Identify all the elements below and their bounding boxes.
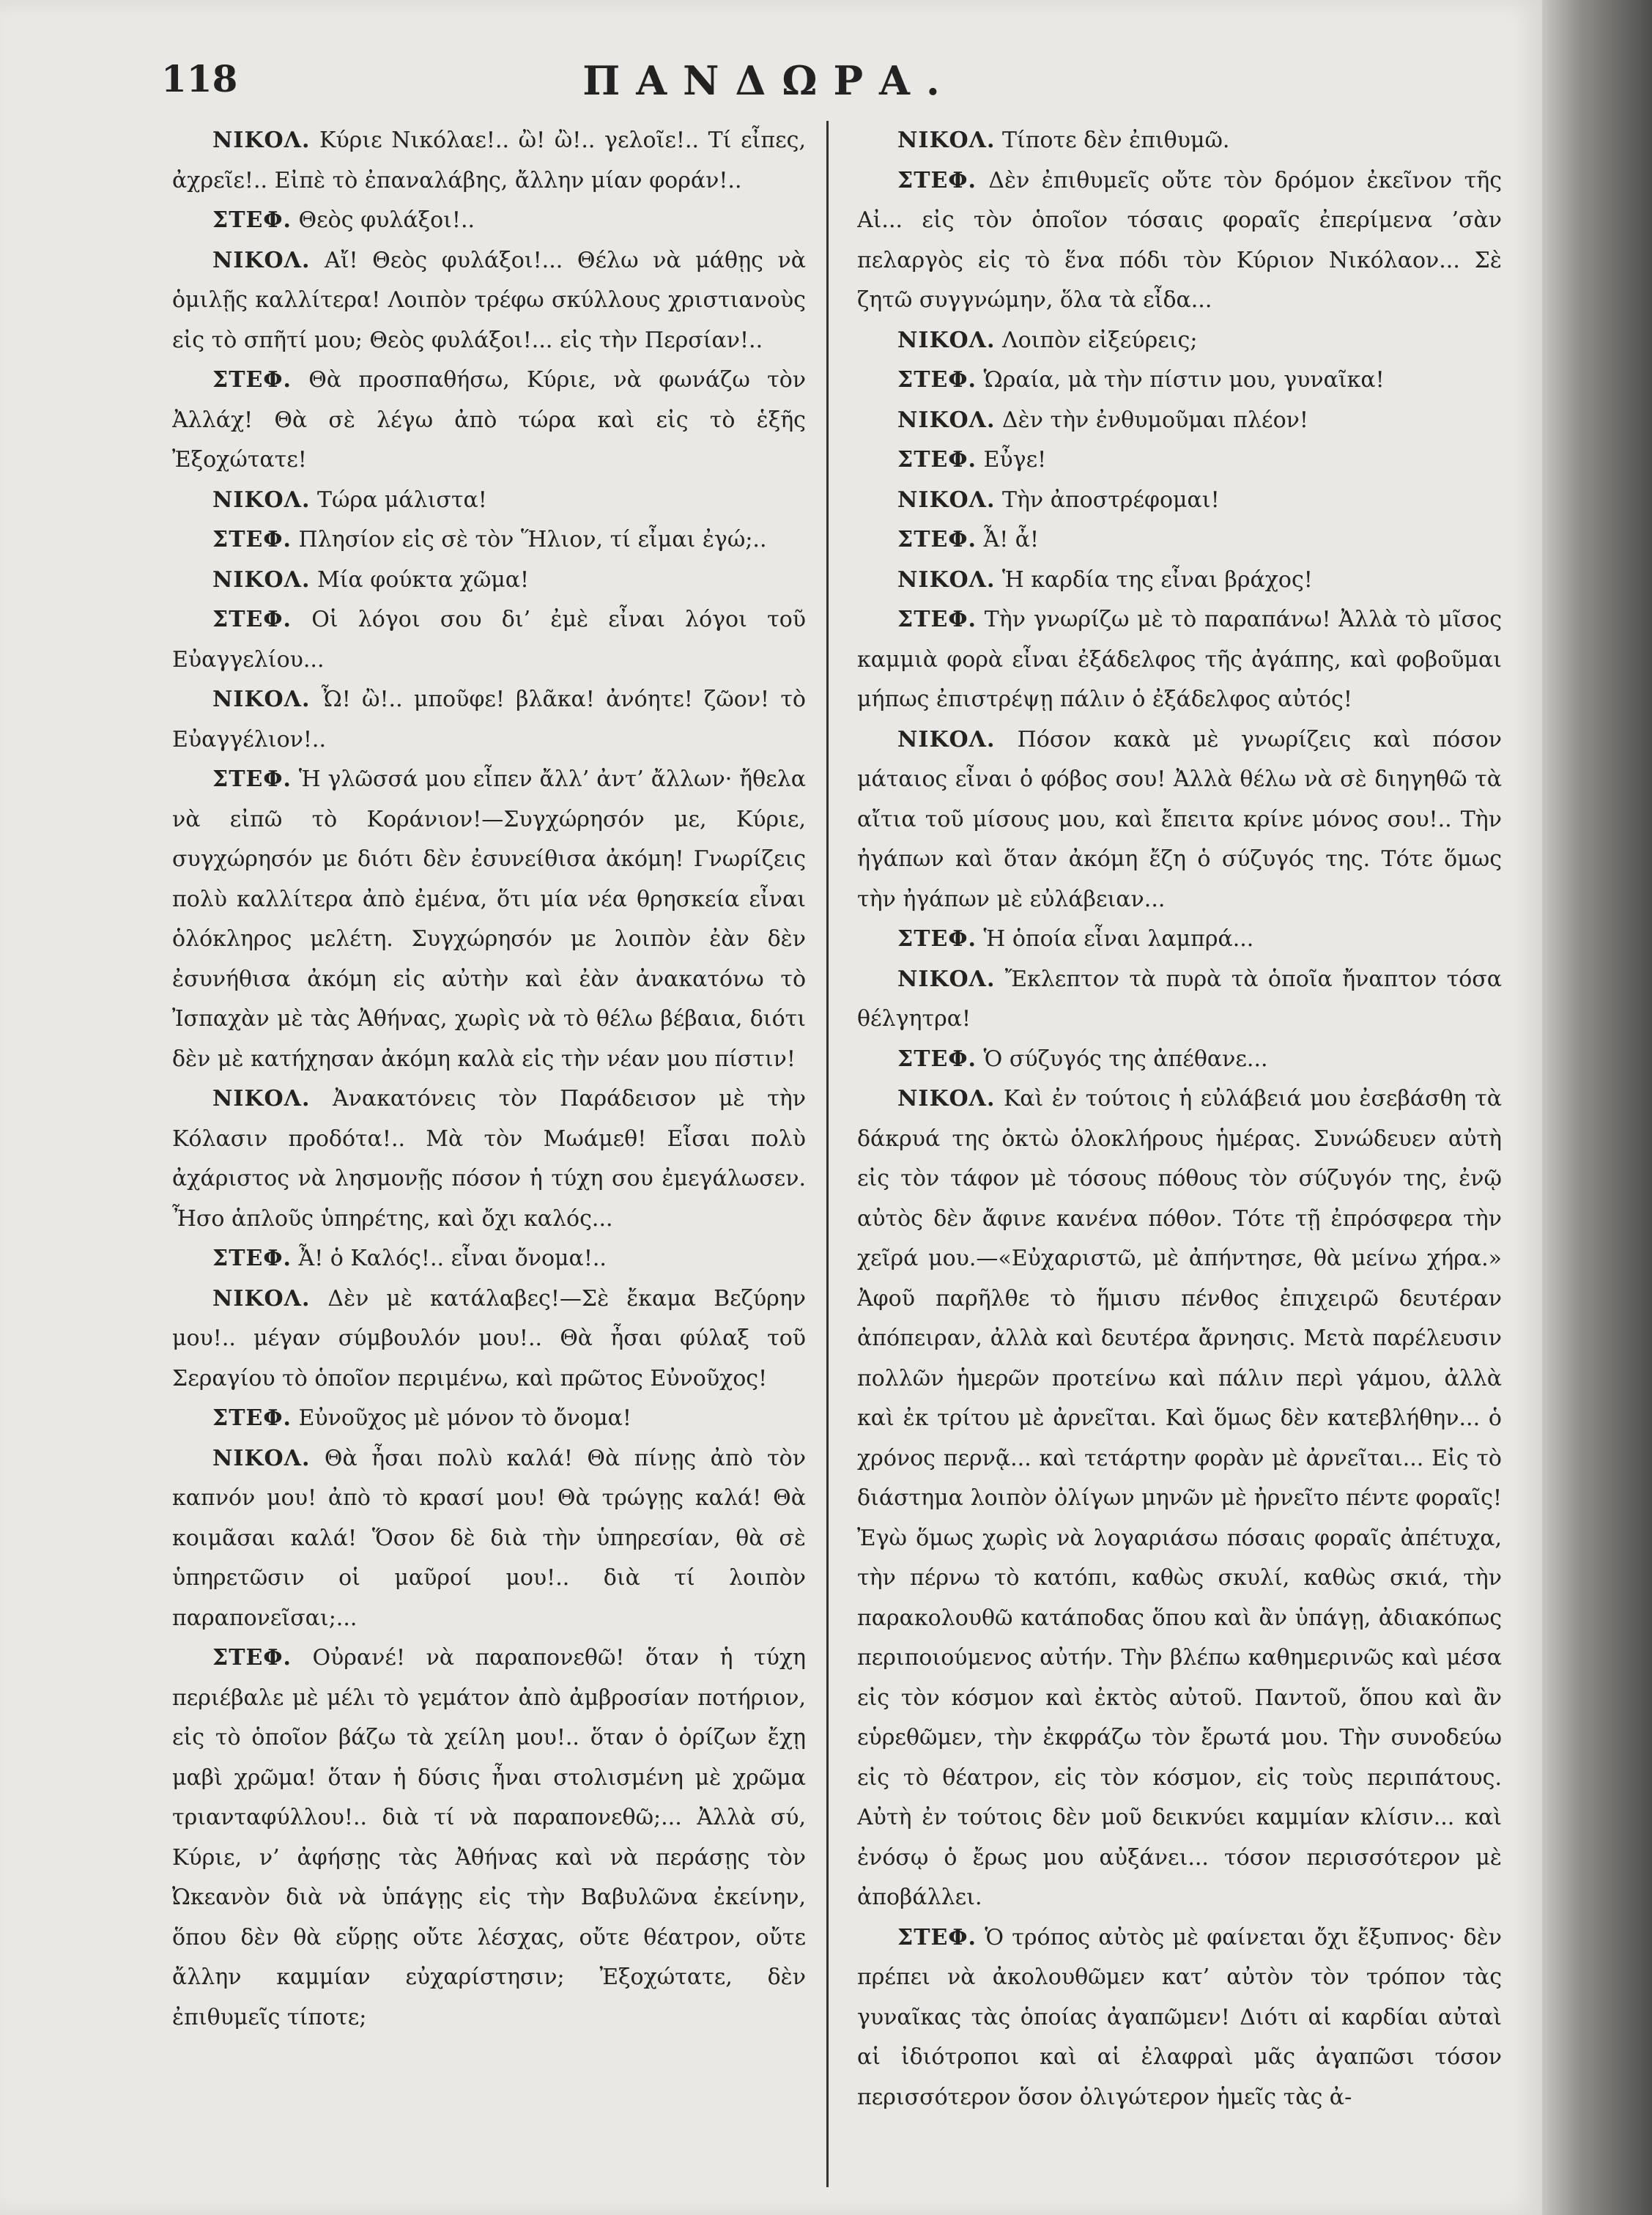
running-title: ΠΑΝΔΩΡΑ. <box>582 57 956 104</box>
book-gutter-shadow <box>1542 0 1652 2215</box>
speaker-name: ΝΙΚΟΛ. <box>212 566 311 593</box>
dialogue-text: Ὁ σύζυγός της ἀπέθανε... <box>983 1046 1268 1072</box>
speaker-name: ΝΙΚΟΛ. <box>212 1086 311 1112</box>
dialogue-text: Ἆ! ἆ! <box>983 527 1040 552</box>
dialogue-text: Δὲν τὴν ἐνθυμοῦμαι πλέον! <box>1001 407 1308 433</box>
dialogue-line <box>857 520 1502 561</box>
dialogue-text: Πλησίον εἰς σὲ τὸν Ἥλιον, τί εἶμαι ἐγώ;.. <box>298 527 767 552</box>
speaker-name: ΣΤΕΦ. <box>897 1924 977 1950</box>
dialogue-text: Πόσον κακὰ μὲ γνωρίζεις καὶ πόσον μάταιος εἶναι ὁ φόβος σου! Ἀλλὰ θέλω νὰ σὲ διηγηθῶ τὰ αἴτια τοῦ μίσους μου, καὶ ἔπειτα κρίνε μόνος σου!.. Τὴν ἠγάπων καὶ ὅταν ἀκόμη ἔζη ὁ σύζυγός της. Τότε ὅμως τὴν ἠγάπων μὲ εὐλάβειαν... <box>857 726 1502 912</box>
dialogue-line <box>857 960 1502 1040</box>
speaker-name: ΣΤΕΦ. <box>897 1046 977 1072</box>
dialogue-text: Τώρα μάλιστα! <box>316 487 487 513</box>
dialogue-text: Μία φούκτα χῶμα! <box>316 566 530 593</box>
dialogue-text: Ἀνακατόνεις τὸν Παράδεισον μὲ τὴν Κόλασιν προδότα!.. Μὰ τὸν Μωάμεθ! Εἶσαι πολὺ ἀχάριστος νὰ λησμονῇς πόσον ἡ τύχη σου ἐμεγάλωσεν. Ἦσο ἁπλοῦς ὑπηρέτης, καὶ ὄχι καλός... <box>172 1086 806 1232</box>
dialogue-text: Θὰ ἦσαι πολὺ καλά! Θὰ πίνῃς ἀπὸ τὸν καπνόν μου! ἀπὸ τὸ κρασί μου! Θὰ τρώγῃς καλά! Θὰ κοιμᾶσαι καλά! Ὅσον δὲ διὰ τὴν ὑπηρεσίαν, θὰ σὲ ὑπηρετῶσιν οἱ μαῦροί μου!.. διὰ τί λοιπὸν παραπονεῖσαι;... <box>172 1445 806 1631</box>
dialogue-text: Τὴν ἀποστρέφομαι! <box>1001 487 1220 513</box>
page-number: 118 <box>161 57 238 100</box>
dialogue-text: Ἡ γλῶσσά μου εἶπεν ἄλλ’ ἀντ’ ἄλλων· ἤθελα νὰ εἰπῶ τὸ Κοράνιον!—Συγχώρησόν με, Κύριε, συγχώρησόν με διότι δὲν ἐσυνείθισα ἀκόμη! Γνωρίζεις πολὺ καλλίτερα ἀπὸ ἐμένα, ὅτι μία νέα θρησκεία εἶναι ὁλόκληρος μελέτη. Συγχώρησόν με λοιπὸν ἐὰν δὲν ἐσυνήθισα ἀκόμη εἰς αὐτὴν καὶ ἐὰν ἀνακατόνω τὸ Ἰσπαχὰν μὲ τὰς Ἀθήνας, χωρὶς νὰ τὸ θέλω βέβαια, διότι δὲν μὲ κατήχησαν ἀκόμη καλὰ εἰς τὴν νέαν μου πίστιν! <box>172 766 806 1072</box>
dialogue-line <box>172 600 806 680</box>
speaker-name: ΝΙΚΟΛ. <box>897 1086 996 1112</box>
dialogue-line <box>857 1079 1502 1918</box>
left-column <box>172 121 806 2194</box>
speaker-name: ΣΤΕΦ. <box>212 766 292 792</box>
speaker-name: ΣΤΕΦ. <box>212 607 292 632</box>
dialogue-line <box>857 440 1502 481</box>
dialogue-line <box>172 760 806 1079</box>
dialogue-line <box>172 520 806 561</box>
dialogue-text: Οὐρανέ! νὰ παραπονεθῶ! ὅταν ἡ τύχη περιέβαλε μὲ μέλι τὸ γεμάτον ἀπὸ ἀμβροσίαν ποτήριον, εἰς τὸ ὁποῖον βάζω τὰ χείλη μου!.. ὅταν ὁ ὁρίζων ἔχῃ μαβὶ χρῶμα! ὅταν ἡ δύσις ἦναι στολισμένη μὲ χρῶμα τριανταφύλλου!.. διὰ τί νὰ παραπονεθῶ;... Ἀλλὰ σύ, Κύριε, ν’ ἀφήσῃς τὰς Ἀθήνας καὶ νὰ περάσῃς τὸν Ὠκεανὸν διὰ νὰ ὑπάγῃς εἰς τὴν Βαβυλῶνα ἐκείνην, ὅπου δὲν θὰ εὕρῃς οὔτε λέσχας, οὔτε θέατρον, οὔτε ἄλλην καμμίαν εὐχαρίστησιν; Ἐξοχώτατε, δὲν ἐπιθυμεῖς τίποτε; <box>172 1645 806 2030</box>
speaker-name: ΣΤΕΦ. <box>897 447 977 473</box>
dialogue-line <box>172 680 806 760</box>
speaker-name: ΣΤΕΦ. <box>212 1645 292 1671</box>
dialogue-text: Ἡ καρδία της εἶναι βράχος! <box>1001 566 1313 593</box>
dialogue-line <box>857 1040 1502 1080</box>
dialogue-text: Τίποτε δὲν ἐπιθυμῶ. <box>1001 127 1230 153</box>
dialogue-line <box>172 121 806 201</box>
speaker-name: ΝΙΚΟΛ. <box>212 127 311 153</box>
speaker-name: ΝΙΚΟΛ. <box>897 487 996 513</box>
dialogue-line <box>857 321 1502 361</box>
speaker-name: ΣΤΕΦ. <box>897 167 977 193</box>
dialogue-text: Οἱ λόγοι σου δι’ ἐμὲ εἶναι λόγοι τοῦ Εὐαγγελίου... <box>172 607 806 673</box>
dialogue-text: Εὖγε! <box>983 447 1047 473</box>
dialogue-text: Δὲν μὲ κατάλαβες!—Σὲ ἔκαμα Βεζύρην μου!.. μέγαν σύμβουλόν μου!.. Θὰ ἦσαι φύλαξ τοῦ Σεραγίου τὸ ὁποῖον περιμένω, καὶ πρῶτος Εὐνοῦχος! <box>172 1285 806 1391</box>
dialogue-line <box>857 720 1502 920</box>
dialogue-line <box>857 161 1502 321</box>
speaker-name: ΣΤΕΦ. <box>212 207 292 233</box>
speaker-name: ΝΙΚΟΛ. <box>897 327 996 353</box>
speaker-name: ΣΤΕΦ. <box>212 527 292 552</box>
dialogue-text: Λοιπὸν εἰξεύρεις; <box>1001 327 1198 353</box>
dialogue-line <box>172 360 806 481</box>
dialogue-text: Θεὸς φυλάξοι!.. <box>298 207 475 233</box>
speaker-name: ΝΙΚΟΛ. <box>212 687 311 712</box>
dialogue-line <box>172 201 806 241</box>
dialogue-text: Τὴν γνωρίζω μὲ τὸ παραπάνω! Ἀλλὰ τὸ μῖσος καμμιὰ φορὰ εἶναι ἐξάδελφος τῆς ἀγάπης, καὶ φοβοῦμαι μήπως ἐπιστρέψῃ πάλιν ὁ ἐξάδελφος αὐτός! <box>857 607 1502 712</box>
speaker-name: ΝΙΚΟΛ. <box>897 726 996 752</box>
dialogue-text: Εὐνοῦχος μὲ μόνον τὸ ὄνομα! <box>298 1405 631 1431</box>
dialogue-line <box>857 481 1502 521</box>
dialogue-line <box>857 360 1502 401</box>
right-column <box>857 121 1502 2194</box>
dialogue-line <box>857 401 1502 441</box>
dialogue-line <box>172 1279 806 1399</box>
speaker-name: ΝΙΚΟΛ. <box>212 487 311 513</box>
dialogue-line <box>172 1079 806 1239</box>
dialogue-text: Ὡραία, μὰ τὴν πίστιν μου, γυναῖκα! <box>983 367 1385 393</box>
speaker-name: ΝΙΚΟΛ. <box>897 407 996 433</box>
dialogue-line <box>172 1239 806 1279</box>
dialogue-line <box>857 920 1502 960</box>
speaker-name: ΣΤΕΦ. <box>212 1405 292 1431</box>
dialogue-text: Ἆ! ὁ Καλός!.. εἶναι ὄνομα!.. <box>298 1246 607 1271</box>
dialogue-line <box>172 1638 806 2038</box>
speaker-name: ΝΙΚΟΛ. <box>212 1445 311 1471</box>
speaker-name: ΝΙΚΟΛ. <box>212 1285 311 1312</box>
speaker-name: ΣΤΕΦ. <box>212 367 292 393</box>
dialogue-line <box>857 600 1502 720</box>
dialogue-text: Αἴ! Θεὸς φυλάξοι!... Θέλω νὰ μάθῃς νὰ ὁμιλῇς καλλίτερα! Λοιπὸν τρέφω σκύλλους χριστιανοὺς εἰς τὸ σπῆτί μου; Θεὸς φυλάξοι!... εἰς τὴν Περσίαν!.. <box>172 247 806 353</box>
dialogue-line <box>857 121 1502 161</box>
speaker-name: ΣΤΕΦ. <box>897 527 977 552</box>
speaker-name: ΣΤΕΦ. <box>897 926 977 952</box>
speaker-name: ΣΤΕΦ. <box>212 1246 292 1271</box>
speaker-name: ΣΤΕΦ. <box>897 367 977 393</box>
dialogue-text: Καὶ ἐν τούτοις ἡ εὐλάβειά μου ἐσεβάσθη τὰ δάκρυά της ὀκτὼ ὁλοκλήρους ἡμέρας. Συνώδευεν αὐτὴ εἰς τὸν τάφον μὲ τόσους πόθους τὸν σύζυγόν της, ἐνῷ αὐτὸς δὲν ἄφινε κανένα πόθον. Τότε τῇ ἐπρόσφερα τὴν χεῖρά μου.—«Εὐχαριστῶ, μὲ ἀπήντησε, θὰ μείνω χήρα.» Ἀφοῦ παρῆλθε τὸ ἥμισυ πένθος ἐπιχειρῶ δευτέραν ἀπόπειραν, ἀλλὰ καὶ δευτέρα ἄρνησις. Μετὰ παρέλευσιν πολλῶν ἡμερῶν προτείνω καὶ πάλιν περὶ γάμου, ἀλλὰ καὶ ἐκ τρίτου μὲ ἀρνεῖται. Καὶ ὅμως δὲν κατεβλήθην... ὁ χρόνος περνᾷ... καὶ τετάρτην φορὰν μὲ ἀρνεῖται... Εἰς τὸ διάστημα λοιπὸν ὀλίγων μηνῶν μὲ ἠρνεῖτο πέντε φοραῖς! Ἐγὼ ὅμως χωρὶς νὰ λογαριάσω πόσαις φοραῖς ἀπέτυχα, τὴν πέρνω τὸ κατόπι, καθὼς σκυλί, καθὼς σκιά, τὴν παρακολουθῶ κατάποδας ὅπου καὶ ἂν ὑπάγῃ, ἀδιακόπως περιποιούμενος αὐτήν. Τὴν βλέπω καθημερινῶς καὶ μέσα εἰς τὸν κόσμον καὶ ἐκτὸς αὐτοῦ. Παντοῦ, ὅπου καὶ ἂν εὑρεθῶμεν, τὴν ἐκφράζω τὸν ἔρωτά μου. Τὴν συνοδεύω εἰς τὸ θέατρον, εἰς τὸν κόσμον, εἰς τοὺς περιπάτους. Αὐτὴ ἐν τούτοις δὲν μοῦ δεικνύει καμμίαν κλίσιν... καὶ ἐνόσῳ ὁ ἔρως μου αὐξάνει... τόσον περισσότερον μὲ ἀποβάλλει. <box>857 1086 1502 1910</box>
dialogue-text: Ἡ ὁποία εἶναι λαμπρά... <box>983 926 1254 952</box>
dialogue-text: Δὲν ἐπιθυμεῖς οὔτε τὸν δρόμον ἐκεῖνον τῆς Αἰ... εἰς τὸν ὁποῖον τόσαις φοραῖς ἐπερίμενα ’σὰν πελαργὸς εἰς τὸ ἕνα πόδι τὸν Κύριον Νικόλαον... Σὲ ζητῶ συγγνώμην, ὅλα τὰ εἶδα... <box>857 167 1502 313</box>
column-divider <box>826 121 829 2187</box>
dialogue-line <box>172 241 806 361</box>
dialogue-text: Ὦ! ὢ!.. μποῦφε! βλᾶκα! ἀνόητε! ζῶον! τὸ Εὐαγγέλιον!.. <box>172 687 806 752</box>
speaker-name: ΝΙΚΟΛ. <box>897 127 996 153</box>
speaker-name: ΝΙΚΟΛ. <box>212 247 311 273</box>
dialogue-line <box>172 1399 806 1439</box>
speaker-name: ΣΤΕΦ. <box>897 607 977 632</box>
dialogue-text: Ὁ τρόπος αὐτὸς μὲ φαίνεται ὄχι ἔξυπνος· δὲν πρέπει νὰ ἀκολουθῶμεν κατ’ αὐτὸν τὸν τρόπον τὰς γυναῖκας τὰς ὁποίας ἀγαπῶμεν! Διότι αἱ καρδίαι αὐταὶ αἱ ἰδιότροποι καὶ αἱ ἐλαφραὶ μᾶς ἀγαπῶσι τόσον περισσότερον ὅσον ὀλιγώτερον ἡμεῖς τὰς ἀ- <box>857 1924 1502 2110</box>
dialogue-text: Ἔκλεπτον τὰ πυρὰ τὰ ὁποῖα ἤναπτον τόσα θέλγητρα! <box>857 966 1502 1032</box>
dialogue-line <box>857 1918 1502 2118</box>
dialogue-text: Κύριε Νικόλαε!.. ὢ! ὢ!.. γελοῖε!.. Τί εἶπες, ἀχρεῖε!.. Εἰπὲ τὸ ἐπαναλάβης, ἄλλην μίαν φοράν!.. <box>172 127 806 193</box>
speaker-name: ΝΙΚΟΛ. <box>897 566 996 593</box>
dialogue-line <box>172 561 806 601</box>
speaker-name: ΝΙΚΟΛ. <box>897 966 996 992</box>
dialogue-text: Θὰ προσπαθήσω, Κύριε, νὰ φωνάζω τὸν Ἀλλάχ! Θὰ σὲ λέγω ἀπὸ τώρα καὶ εἰς τὸ ἑξῆς Ἐξοχώτατε! <box>172 367 806 473</box>
dialogue-line <box>857 561 1502 601</box>
dialogue-line <box>172 481 806 521</box>
dialogue-line <box>172 1439 806 1639</box>
